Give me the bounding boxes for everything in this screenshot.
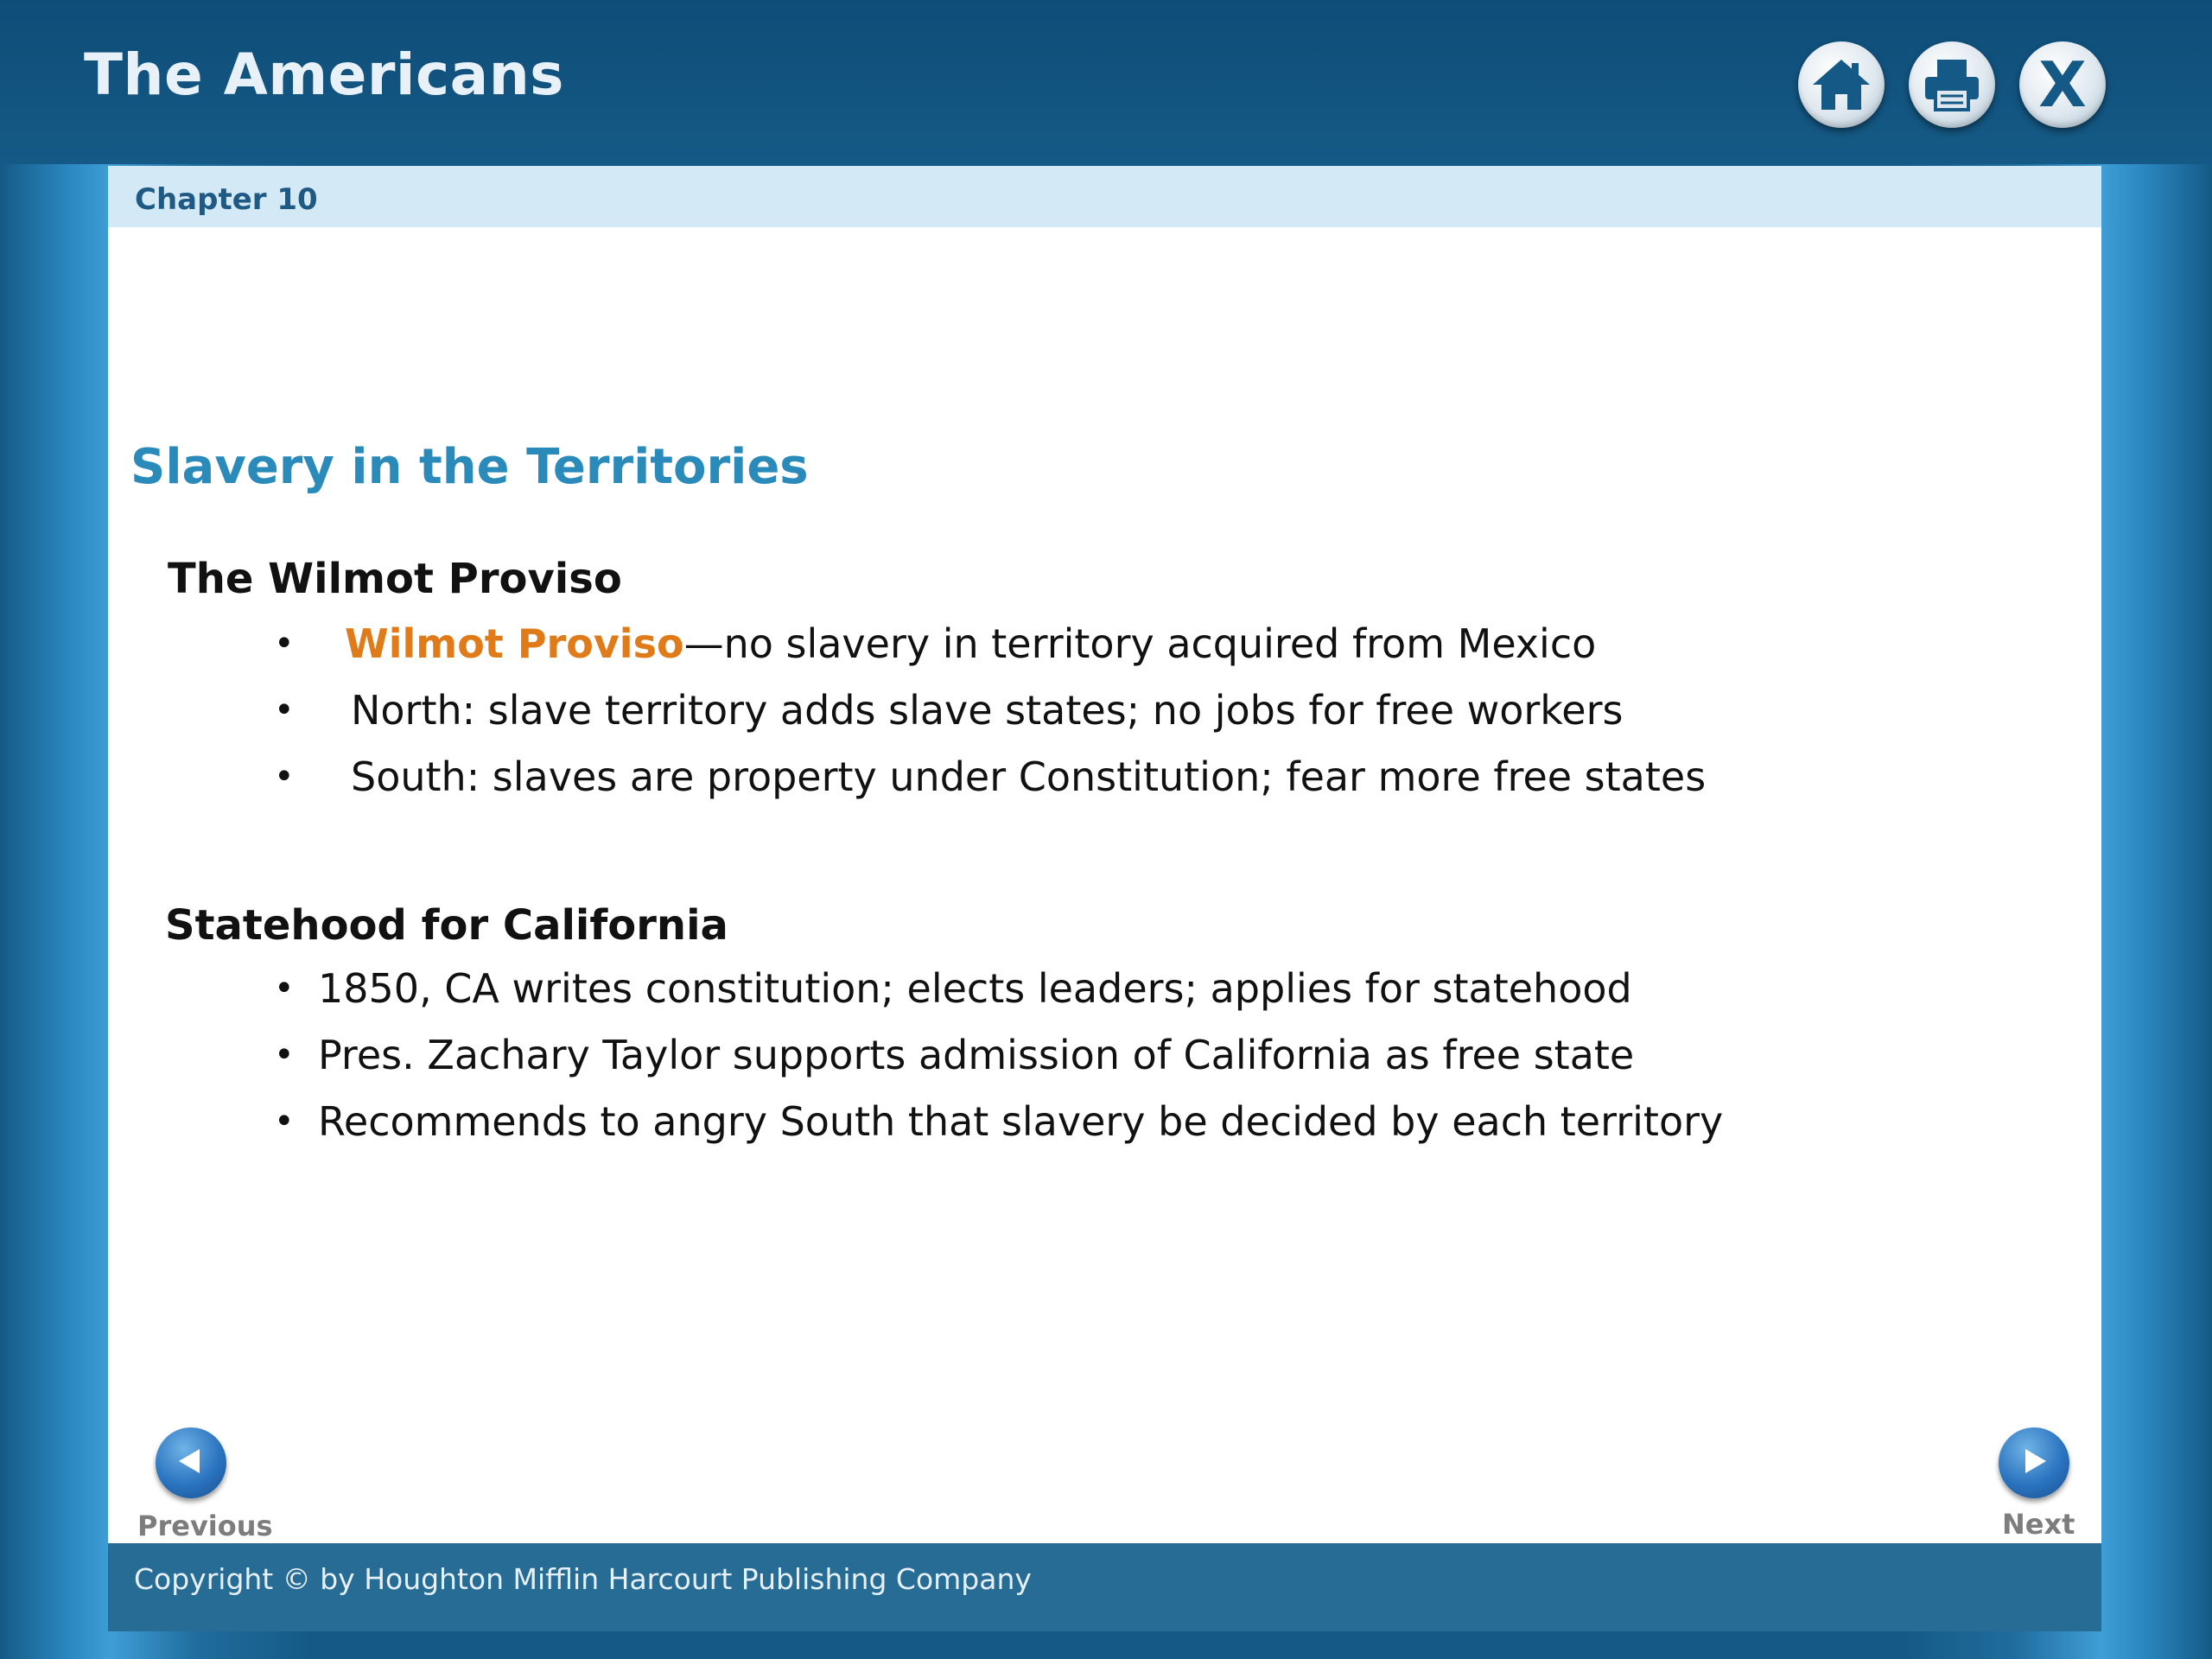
bullet-marker: • [274, 969, 295, 1008]
list-item: Recommends to angry South that slavery be decided by each territory [318, 1098, 1724, 1145]
arrow-right-icon [2017, 1444, 2051, 1482]
list-item: 1850, CA writes constitution; elects leaders; applies for statehood [318, 965, 1632, 1012]
print-button[interactable] [1909, 41, 1995, 128]
arrow-left-icon [174, 1444, 208, 1482]
next-label[interactable]: Next [2002, 1508, 2075, 1541]
top-bar [0, 0, 2212, 164]
slide-panel [108, 166, 2101, 1543]
printer-icon [1922, 56, 1982, 113]
section-heading: The Wilmot Proviso [168, 555, 622, 603]
bullet-marker: • [274, 1035, 295, 1075]
close-icon: X [2038, 48, 2087, 121]
chapter-bar [108, 166, 2101, 227]
list-item-text: —no slavery in territory acquired from Mexico [683, 620, 1597, 667]
app-title: The Americans [84, 41, 564, 108]
list-item [345, 620, 1596, 667]
key-term: Wilmot Proviso [345, 620, 684, 667]
chapter-label: Chapter 10 [135, 182, 318, 217]
bullet-marker: • [274, 757, 295, 797]
list-item: South: slaves are property under Constitution; fear more free states [351, 753, 1707, 800]
home-icon [1811, 56, 1872, 113]
bullet-marker: • [274, 624, 295, 664]
bullet-marker: • [274, 690, 295, 730]
bullet-marker: • [274, 1102, 295, 1141]
previous-label[interactable]: Previous [137, 1510, 273, 1542]
copyright-text: Copyright © by Houghton Mifflin Harcourt Publishing Company [134, 1562, 1032, 1596]
section-heading: Statehood for California [165, 901, 728, 950]
list-item: Pres. Zachary Taylor supports admission of California as free state [318, 1032, 1635, 1078]
slide-title: Slavery in the Territories [130, 439, 809, 495]
list-item: North: slave territory adds slave states; no jobs for free workers [351, 687, 1624, 734]
previous-button[interactable] [156, 1427, 226, 1498]
next-button[interactable] [1999, 1427, 2069, 1498]
footer-bar [108, 1543, 2101, 1631]
close-button[interactable] [2019, 41, 2106, 128]
home-button[interactable] [1798, 41, 1885, 128]
